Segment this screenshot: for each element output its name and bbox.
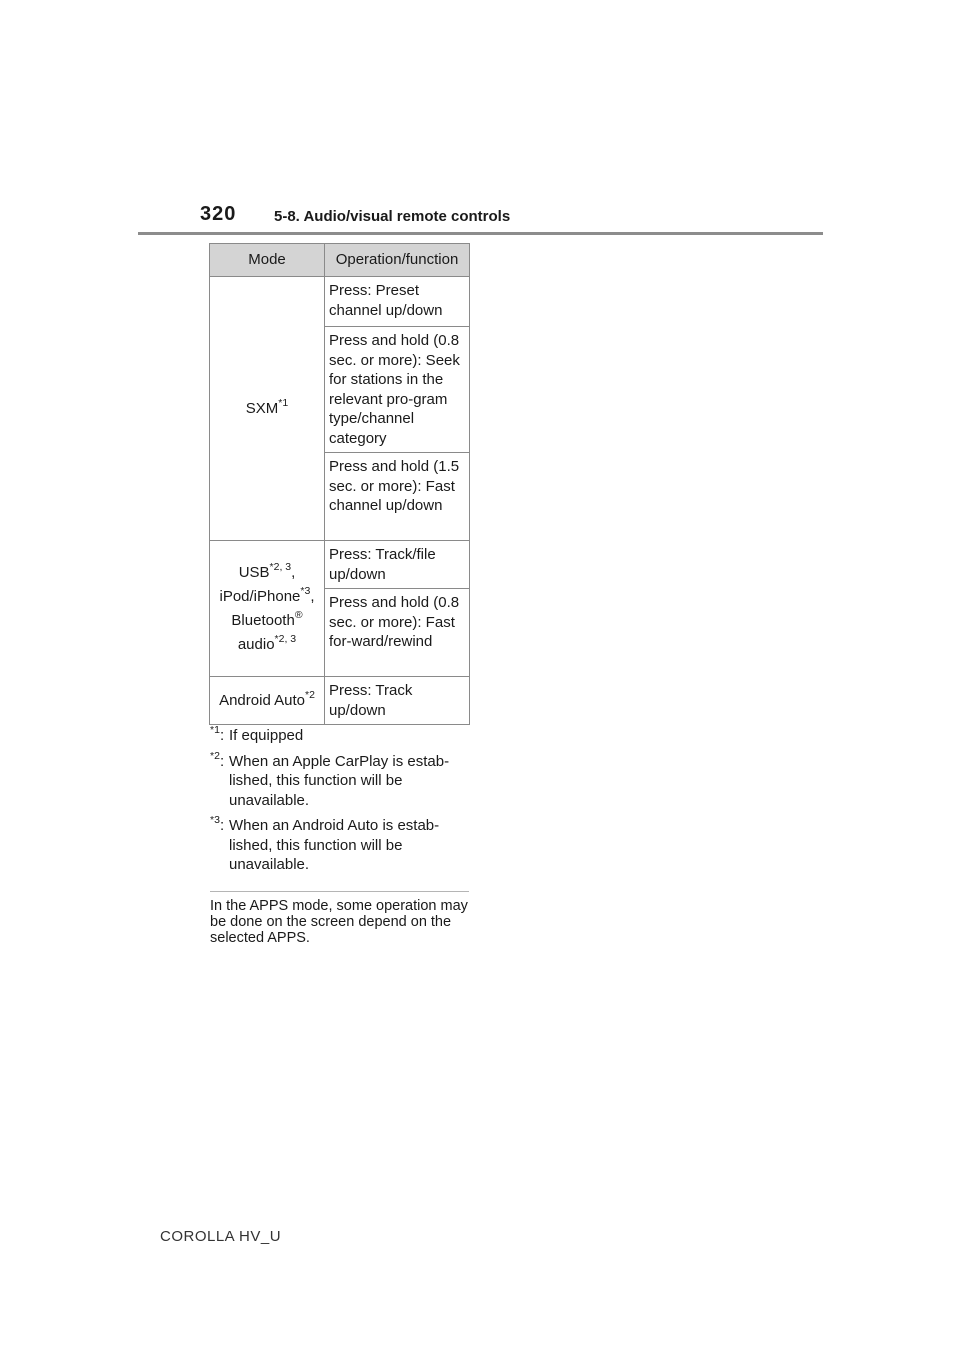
header-mode: Mode [210,244,325,277]
section-title: 5-8. Audio/visual remote controls [274,208,511,225]
mode-label: Android Auto [219,691,305,709]
operation-cell: Press and hold (0.8 sec. or more): Seek for stations in the relevant pro-gram type/channel category [325,327,470,453]
mode-android-auto [210,677,325,725]
footnote-mark: *1 [210,724,220,736]
mode-sxm [210,277,325,541]
table-header-row [210,244,470,277]
footnote-ref: *3 [300,584,311,597]
footnote: $^{*3}$: When an Android Auto is estab-lished, this function will be unavailable. [210,814,440,873]
operation-cell: Press: Track/file up/down [325,541,470,589]
apps-mode-note: In the APPS mode, some operation may be done on the screen depend on the selected APPS. [210,898,468,946]
footnote-mark: *2 [210,749,220,762]
footnote-text: When an Android Auto is estab-lished, this function will be unavailable. [229,817,440,873]
mode-label: Bluetooth [231,611,295,629]
mode-punct: , [291,563,296,581]
table-row [210,677,470,725]
footnote-mark: *3 [210,814,220,826]
mode-label: SXM [245,399,279,417]
mode-usb-ipod-bluetooth [210,541,325,677]
divider [210,891,469,892]
table-row [210,541,470,589]
table-row [210,277,470,327]
mode-punct: , [310,587,315,605]
header-rule [138,232,823,235]
registered-mark: ® [294,608,303,621]
footnote-text: If equipped [229,727,304,744]
mode-label: iPod/iPhone [219,587,301,605]
operation-cell: Press: Preset channel up/down [325,277,470,327]
footnote-ref: *2 [304,688,315,701]
mode-label: USB [238,563,270,581]
header-operation: Operation/function [325,244,470,277]
operation-table [209,243,470,725]
footnote-ref: *2, 3 [274,632,297,645]
mode-label: audio [237,635,275,653]
footnote-text: When an Apple CarPlay is estab-lished, this function will be unavailable. [229,752,450,809]
footnote-ref: *1 [278,396,289,409]
footnotes [210,726,472,881]
operation-cell: Press: Track up/down [325,677,470,725]
footnote: $^{*1}$: If equipped [210,724,304,744]
operation-cell: Press and hold (1.5 sec. or more): Fast channel up/down [325,453,470,541]
page-number: 320 [200,203,237,225]
footnote: $^{*2}$: When an Apple CarPlay is estab-lished, this function will be unavailable. [210,749,450,809]
operation-cell: Press and hold (0.8 sec. or more): Fast for-ward/rewind [325,589,470,677]
footer-model: COROLLA HV_U [160,1228,282,1245]
footnote-ref: *2, 3 [269,560,292,573]
